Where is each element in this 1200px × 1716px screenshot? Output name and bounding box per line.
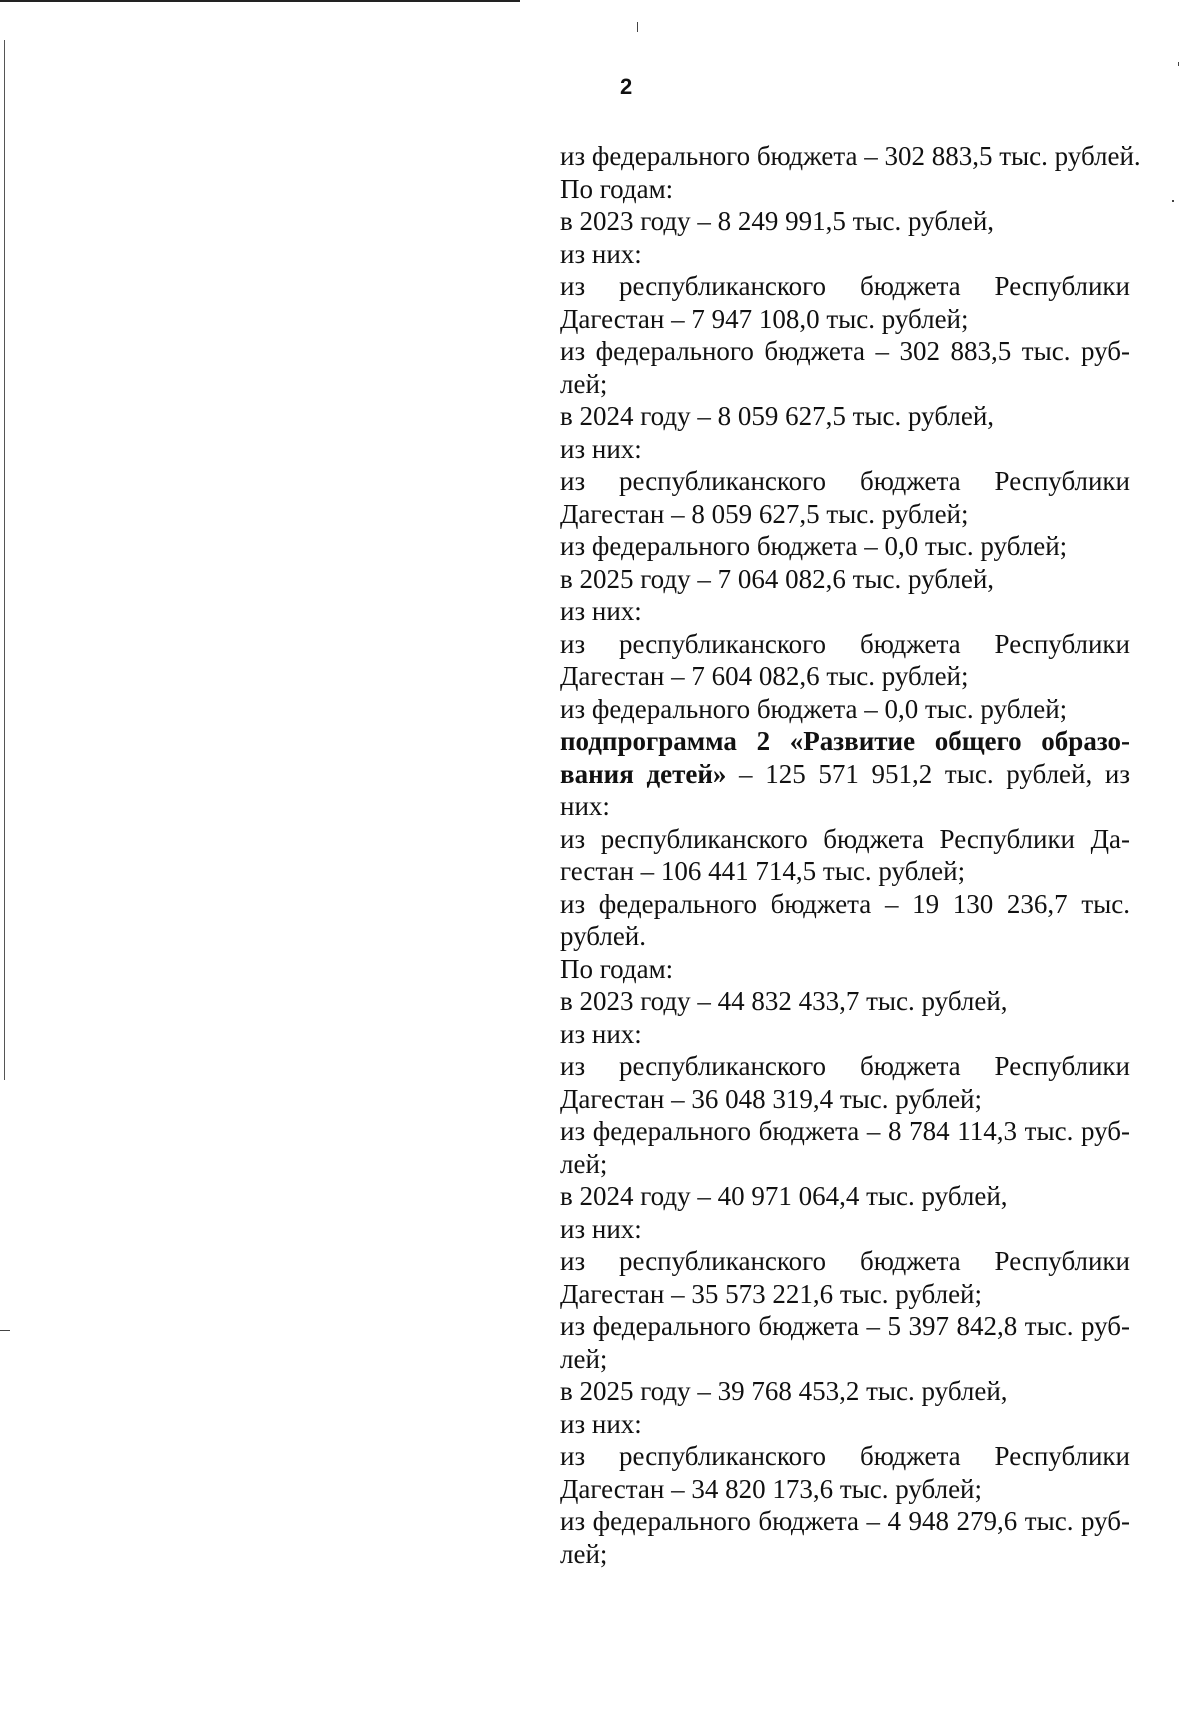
text-line: в 2025 году – 7 064 082,6 тыс. рублей,: [560, 563, 995, 594]
text-line: Дагестан – 34 820 173,6 тыс. рублей;: [560, 1473, 983, 1504]
text-line: Дагестан – 8 059 627,5 тыс. рублей;: [560, 498, 969, 529]
text-line: из федерального бюджета – 5 397 842,8 тыс. руб-: [560, 1311, 1130, 1341]
text-line: лей;: [560, 1538, 608, 1569]
text-line: них:: [560, 791, 610, 821]
text-line: в 2023 году – 44 832 433,7 тыс. рублей,: [560, 986, 1008, 1016]
subprogram-total: – 125 571 951,2 тыс. рублей, из: [726, 758, 1130, 789]
subprogram-heading-line2: [560, 758, 1130, 791]
text-line: Дагестан – 35 573 221,6 тыс. рублей;: [560, 1278, 983, 1309]
text-line: По годам:: [560, 953, 674, 984]
text-line: рублей.: [560, 921, 647, 951]
text-line: в 2023 году – 8 249 991,5 тыс. рублей,: [560, 206, 995, 236]
text-line: гестан – 106 441 714,5 тыс. рублей;: [560, 856, 966, 886]
text-line: из республиканского бюджета Республики: [560, 1441, 1130, 1471]
text-line: из федерального бюджета – 8 784 114,3 тыс. руб-: [560, 1116, 1130, 1146]
text-line: из республиканского бюджета Республики: [560, 466, 1130, 496]
text-line: лей;: [560, 1148, 608, 1179]
text-line: из республиканского бюджета Республики: [560, 628, 1130, 659]
scan-edge-top: [0, 0, 520, 2]
text-line: из них:: [560, 1213, 642, 1244]
subprogram-heading: подпрограмма 2 «Развитие общего образо-: [560, 726, 1130, 756]
text-line: в 2024 году – 40 971 064,4 тыс. рублей,: [560, 1181, 1008, 1211]
scan-speck: [0, 1330, 10, 1331]
text-line: из них:: [560, 596, 642, 626]
text-line: из федерального бюджета – 302 883,5 тыс. руб-: [560, 336, 1130, 366]
text-line: в 2024 году – 8 059 627,5 тыс. рублей,: [560, 401, 995, 431]
text-line: лей;: [560, 368, 608, 399]
text-line: По годам:: [560, 173, 674, 204]
text-line: из федерального бюджета – 0,0 тыс. рублей;: [560, 693, 1068, 724]
text-line: из республиканского бюджета Республики: [560, 1246, 1130, 1276]
scan-speck: [637, 22, 638, 32]
text-line: Дагестан – 7 604 082,6 тыс. рублей;: [560, 661, 969, 691]
text-line: из федерального бюджета – 4 948 279,6 тыс. руб-: [560, 1506, 1130, 1536]
text-line: из федерального бюджета – 19 130 236,7 тыс.: [560, 888, 1130, 919]
budget-text-column: [560, 140, 1141, 1570]
text-line: из федерального бюджета – 302 883,5 тыс. рублей.: [560, 141, 1141, 171]
text-line: лей;: [560, 1343, 608, 1374]
text-line: из них:: [560, 238, 642, 269]
text-line: в 2025 году – 39 768 453,2 тыс. рублей,: [560, 1376, 1008, 1406]
text-line: из них:: [560, 1018, 642, 1049]
scan-edge-left: [4, 40, 5, 1080]
scan-speck: [1178, 62, 1179, 66]
text-line: из республиканского бюджета Республики: [560, 271, 1130, 301]
text-line: из республиканского бюджета Республики Да-: [560, 823, 1130, 854]
page-number: 2: [620, 74, 633, 99]
text-line: Дагестан – 7 947 108,0 тыс. рублей;: [560, 303, 969, 334]
text-line: из них:: [560, 1408, 642, 1439]
subprogram-title-end: вания детей»: [560, 758, 727, 789]
scan-speck: [1172, 200, 1174, 202]
text-line: из федерального бюджета – 0,0 тыс. рублей;: [560, 531, 1068, 561]
text-line: из республиканского бюджета Республики: [560, 1051, 1130, 1081]
text-line: Дагестан – 36 048 319,4 тыс. рублей;: [560, 1083, 983, 1114]
text-line: из них:: [560, 433, 642, 464]
